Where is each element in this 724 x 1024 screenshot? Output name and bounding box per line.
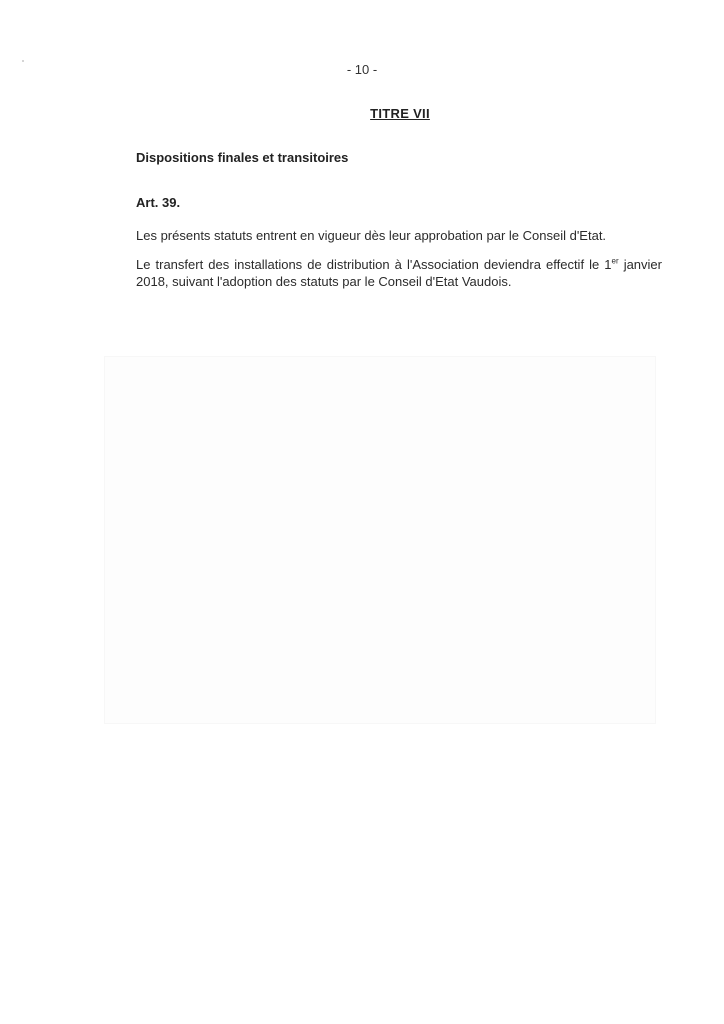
section-heading: Dispositions finales et transitoires	[136, 150, 349, 165]
faint-scan-area	[104, 356, 656, 724]
page-number: - 10 -	[346, 62, 378, 77]
ordinal-superscript: er	[611, 256, 619, 266]
article-heading: Art. 39.	[136, 195, 181, 210]
title-heading: TITRE VII	[370, 106, 430, 121]
paragraph-1: Les présents statuts entrent en vigueur dès leur approbation par le Conseil d'Etat.	[136, 228, 607, 243]
paragraph-2-text-end: janvier 2018, suivant l'adoption des statuts par le Conseil d'Etat Vaudois.	[136, 257, 662, 289]
paragraph-2-text-start: Le transfert des installations de distribution à l'Association deviendra effectif le 1	[136, 257, 612, 272]
paragraph-2	[136, 256, 662, 290]
